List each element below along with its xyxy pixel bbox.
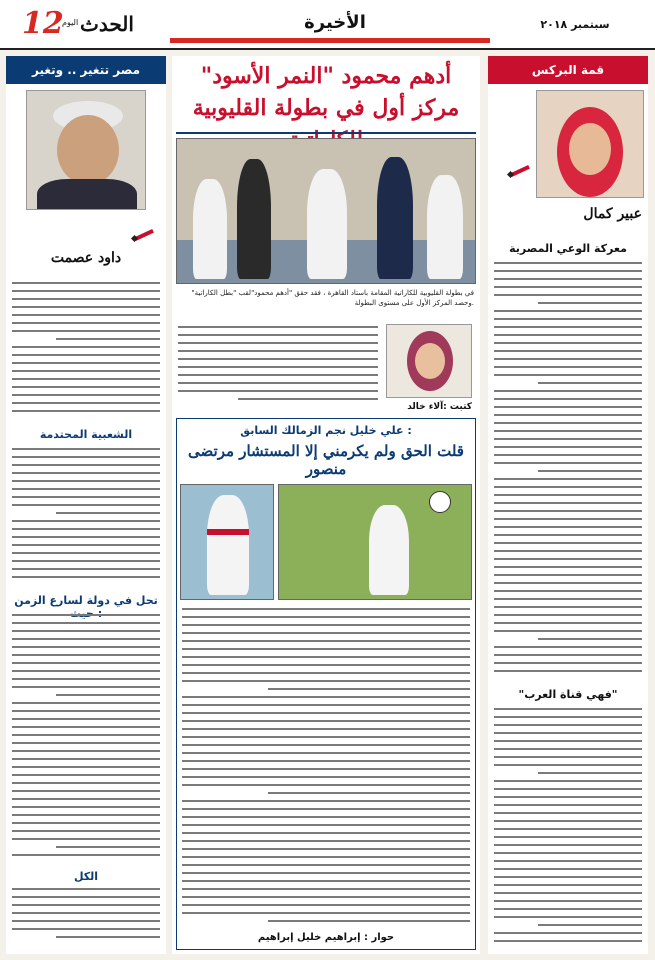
paper-name: الحدث xyxy=(80,12,134,36)
author-photo xyxy=(536,90,644,198)
column-subhead-left-2: تحل في دولة لسارع الزمن xyxy=(14,594,158,607)
masthead xyxy=(0,0,655,50)
middle-column xyxy=(172,56,480,954)
article-body-2 xyxy=(494,708,642,948)
player-portrait-photo xyxy=(180,484,274,600)
karate-article-body xyxy=(178,326,378,416)
writer-byline: كتبت :آلاء خالد xyxy=(407,402,472,412)
section-title: الأخيرة xyxy=(304,12,366,33)
article-body-left-3 xyxy=(12,614,160,864)
right-column xyxy=(488,56,648,954)
pen-icon xyxy=(510,164,530,178)
interview-byline: حوار : إبراهيم خليل إبراهيم xyxy=(257,932,395,943)
left-column xyxy=(6,56,166,954)
article-body-left xyxy=(12,282,160,422)
intro-paragraph: في بطولة القليوبية للكاراتية المقامة باستاد القاهرة ، فقد حقق "أدهم محمود"لقب "بطل الكاراتية" وحصد المركز الأول على مستوى البطولة. xyxy=(191,289,474,307)
column-subhead-2: "فهي قناة العرب" xyxy=(518,688,618,701)
page-number: 12 xyxy=(22,6,64,41)
issue-date: سبتمبر ٢٠١٨ xyxy=(540,18,610,31)
column-subhead: معركة الوعي المصرية xyxy=(509,242,627,255)
article-body-left-2 xyxy=(12,448,160,588)
writer-photo xyxy=(386,324,472,398)
article-body-left-4 xyxy=(12,888,160,948)
main-headline: أدهم محمود "النمر الأسود" مركز أول في بطولة القليوبية xyxy=(192,63,460,121)
right-column-header: قمة البركس xyxy=(488,56,648,84)
masthead-red-bar xyxy=(170,38,490,43)
newspaper-logo xyxy=(10,4,160,44)
football-photo xyxy=(278,484,472,600)
interview-title: قلت الحق ولم يكرمني إلا المستشار مرتضى منصور xyxy=(188,442,464,478)
author-name-left: داود عصمت xyxy=(50,250,122,266)
headline-rule xyxy=(176,132,476,134)
karate-photo xyxy=(176,138,476,284)
author-name: عبير كمال xyxy=(583,206,642,222)
left-column-header: مصر تتغير .. وتغير xyxy=(6,56,166,84)
author-photo-left xyxy=(26,90,146,210)
column-subhead-left-3: الكل xyxy=(73,870,99,883)
interview-body xyxy=(182,608,470,928)
column-subhead-left-1: الشعبية المحتدمة xyxy=(39,428,133,441)
pen-icon-left xyxy=(134,228,154,242)
paper-sub: اليوم xyxy=(62,18,79,27)
interview-kicker: علي خليل نجم الزمالك السابق : xyxy=(240,424,412,437)
article-body xyxy=(494,262,642,682)
